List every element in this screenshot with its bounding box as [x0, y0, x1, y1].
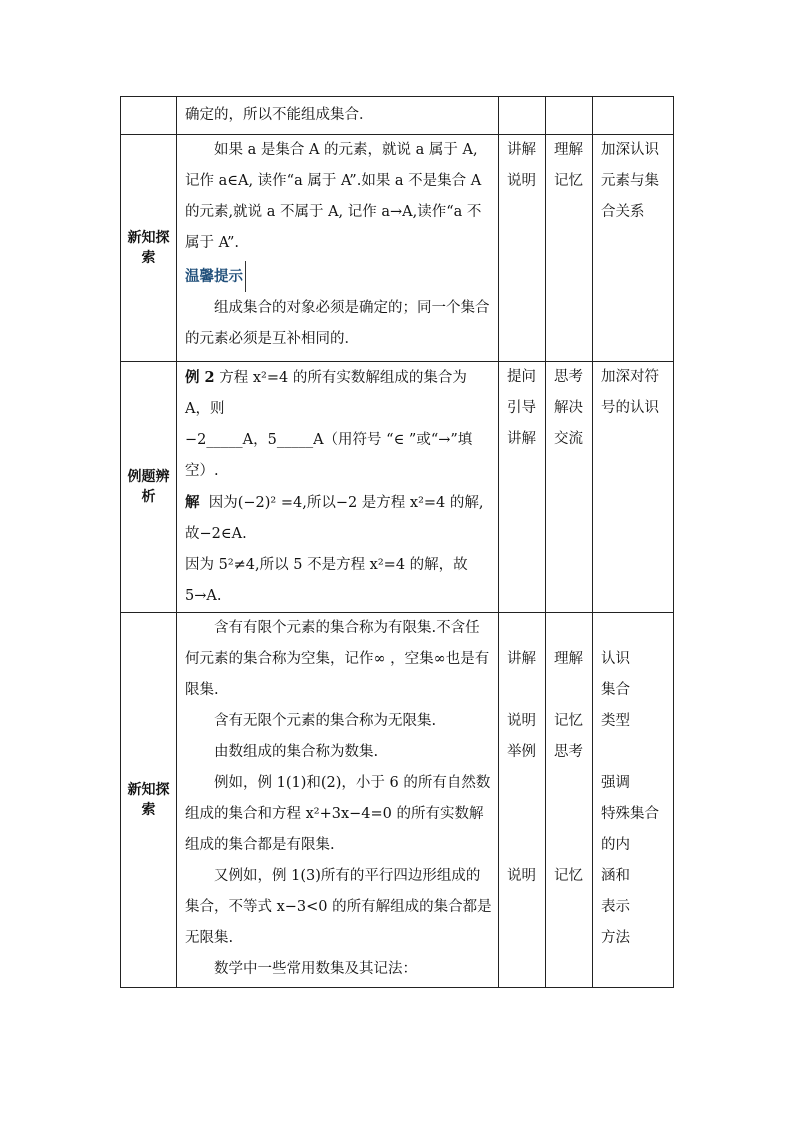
intent-text: 加深认识	[601, 142, 659, 158]
example-blank-line: −2_____A，5_____A（用符号 “∈ ”或“→”填空）.	[185, 432, 473, 479]
teacher-activity: 说明	[507, 173, 536, 189]
example-label: 例 2	[185, 369, 215, 386]
intent-text: 强调	[601, 775, 630, 791]
content-cell	[177, 135, 499, 362]
student-activity: 思考	[554, 744, 583, 760]
definition-paragraph: 如果 a 是集合 A 的元素，就说 a 属于 A, 记作 a∈A, 读作“a 属于 A”.如果 a 不是集合 A 的元素,就说 a 不属于 A, 记作 a→A,读作“a 不属于 A”.	[185, 142, 482, 251]
content-cell	[177, 97, 499, 135]
teacher-activity: 说明	[507, 868, 536, 884]
intent-text: 方法	[601, 930, 630, 946]
student-cell	[546, 362, 593, 613]
intent-text: 涵和	[601, 868, 630, 884]
teacher-activity: 说明	[507, 713, 536, 729]
section-label: 例题辨析	[121, 362, 177, 613]
teacher-activity: 提问	[507, 369, 536, 385]
intent-text: 类型	[601, 713, 630, 729]
tip-heading: 温馨提示	[185, 261, 246, 292]
solution-text: 因为(−2)² =4,所以−2 是方程 x²=4 的解,故−2∈A.	[185, 495, 484, 542]
teacher-cell	[499, 613, 546, 988]
intent-text: 特殊集合	[601, 806, 659, 822]
intent-text: 的内	[601, 837, 630, 853]
content-text: 确定的，所以不能组成集合．	[185, 107, 374, 123]
section-label: 新知探索	[121, 613, 177, 988]
intent-text: 认识	[601, 651, 630, 667]
lesson-plan-table	[120, 96, 674, 988]
content-cell	[177, 362, 499, 613]
teacher-cell	[499, 362, 546, 613]
teacher-activity: 讲解	[507, 431, 536, 447]
intent-text: 号的认识	[601, 400, 659, 416]
student-activity: 记忆	[554, 713, 583, 729]
teacher-activity: 讲解	[507, 651, 536, 667]
example-question: 方程 x²=4 的所有实数解组成的集合为 A，则	[185, 370, 467, 417]
tip-paragraph: 组成集合的对象必须是确定的；同一个集合的元素必须是互补相同的．	[185, 300, 490, 347]
finite-example-paragraph: 例如，例 1(1)和(2)，小于 6 的所有自然数组成的集合和方程 x²+3x−4=0 的所有实数解组成的集合都是有限集.	[185, 775, 491, 853]
intent-cell	[593, 362, 674, 613]
student-cell	[546, 97, 593, 135]
student-cell	[546, 135, 593, 362]
solution-label: 解	[185, 494, 200, 511]
intent-text: 集合	[601, 682, 630, 698]
student-activity: 交流	[554, 431, 583, 447]
student-activity: 思考	[554, 369, 583, 385]
teacher-activity: 引导	[507, 400, 536, 416]
student-activity: 解决	[554, 400, 583, 416]
table-row	[121, 362, 674, 613]
teacher-cell	[499, 97, 546, 135]
table-row	[121, 135, 674, 362]
student-activity: 记忆	[554, 868, 583, 884]
section-label: 新知探索	[121, 135, 177, 362]
student-activity: 理解	[554, 651, 583, 667]
infinite-example-paragraph: 又例如，例 1(3)所有的平行四边形组成的集合，不等式 x−3<0 的所有解组成的集合都是无限集.	[185, 868, 492, 946]
intent-text: 元素与集	[601, 173, 659, 189]
table-row	[121, 97, 674, 135]
content-cell	[177, 613, 499, 988]
student-activity: 理解	[554, 142, 583, 158]
intent-cell	[593, 613, 674, 988]
solution-text-2: 因为 5²≠4,所以 5 不是方程 x²=4 的解，故 5→A.	[185, 557, 468, 604]
teacher-cell	[499, 135, 546, 362]
teacher-activity: 讲解	[507, 142, 536, 158]
finite-set-paragraph: 含有有限个元素的集合称为有限集.不含任何元素的集合称为空集，记作∞ ，空集∞也是有限集.	[185, 620, 490, 698]
section-cell	[121, 97, 177, 135]
student-cell	[546, 613, 593, 988]
student-activity: 记忆	[554, 173, 583, 189]
intent-text: 加深对符	[601, 369, 659, 385]
intent-text: 表示	[601, 899, 630, 915]
number-set-paragraph: 由数组成的集合称为数集.	[214, 744, 379, 760]
intent-cell	[593, 97, 674, 135]
intent-text: 合关系	[601, 204, 645, 220]
intent-cell	[593, 135, 674, 362]
notation-intro-paragraph: 数学中一些常用数集及其记法：	[214, 961, 417, 977]
table-row	[121, 613, 674, 988]
infinite-set-paragraph: 含有无限个元素的集合称为无限集.	[214, 713, 437, 729]
teacher-activity: 举例	[507, 744, 536, 760]
